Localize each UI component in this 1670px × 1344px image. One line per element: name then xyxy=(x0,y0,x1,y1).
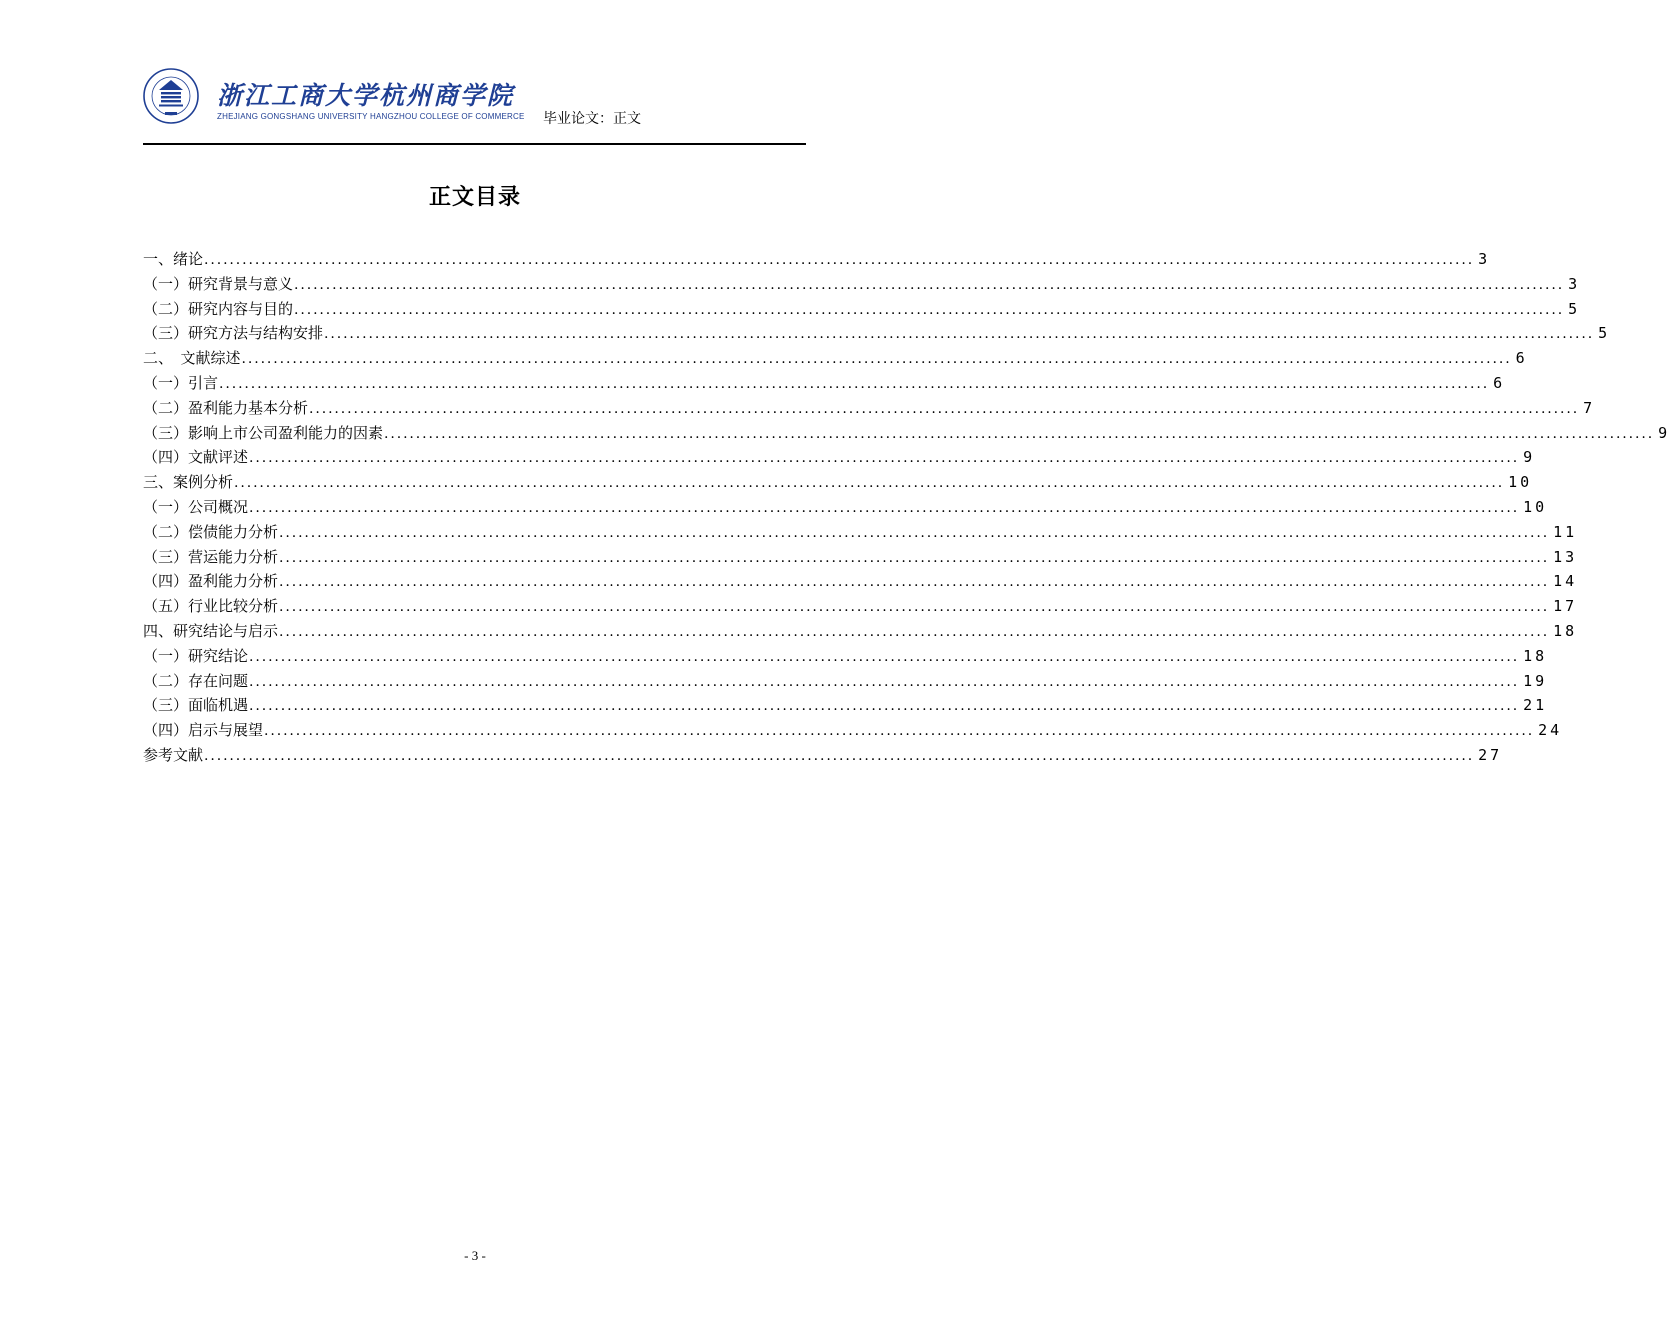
toc-entry-title: 参考文献 xyxy=(143,745,204,764)
university-seal-logo xyxy=(143,68,199,124)
toc-entry[interactable] xyxy=(143,669,1548,694)
toc-entry[interactable] xyxy=(143,371,1506,396)
toc-entry-title: （三）营运能力分析 xyxy=(143,547,279,566)
toc-entry[interactable] xyxy=(143,272,1581,297)
toc-entry-page: 21 xyxy=(1523,696,1548,715)
toc-entry-title: （五）行业比较分析 xyxy=(143,597,279,616)
toc-entry[interactable] xyxy=(143,321,1611,346)
toc-entry[interactable] xyxy=(143,297,1581,322)
toc-entry-page: 27 xyxy=(1478,745,1503,764)
toc-entry-page: 6 xyxy=(1493,373,1506,392)
toc-entry[interactable] xyxy=(143,495,1548,520)
toc-dot-leader: ........................................................................................................................................................................................................ xyxy=(324,326,1595,343)
toc-entry-page: 14 xyxy=(1553,572,1578,591)
university-logo-text xyxy=(217,82,525,121)
toc-entry-title: （一）引言 xyxy=(143,373,219,392)
toc-dot-leader: ........................................................................................................................................................................................................ xyxy=(279,599,1550,616)
toc-entry-page: 9 xyxy=(1658,423,1670,442)
toc-dot-leader: ........................................................................................................................................................................................................ xyxy=(249,698,1520,715)
toc-entry-title: （一）研究结论 xyxy=(143,646,249,665)
toc-dot-leader: ........................................................................................................................................................................................................ xyxy=(264,723,1535,740)
toc-entry-title: 四、研究结论与启示 xyxy=(143,621,279,640)
toc-entry-title: 二、 文献综述 xyxy=(143,349,241,368)
toc-dot-leader: ........................................................................................................................................................................................................ xyxy=(204,252,1475,268)
toc-entry[interactable] xyxy=(143,545,1578,570)
toc-entry-page: 6 xyxy=(1515,349,1528,368)
toc-entry-page: 10 xyxy=(1508,473,1533,492)
toc-dot-leader: ........................................................................................................................................................................................................ xyxy=(279,574,1550,591)
toc-entry-title: （二）研究内容与目的 xyxy=(143,299,294,318)
toc-entry-title: （四）盈利能力分析 xyxy=(143,572,279,591)
university-name-cn: 浙江工商大学杭州商学院 xyxy=(217,81,515,110)
toc-entry[interactable] xyxy=(143,520,1578,545)
toc-entry-page: 5 xyxy=(1568,299,1581,318)
page-title: 正文目录 xyxy=(428,185,521,210)
toc-entry-page: 13 xyxy=(1553,547,1578,566)
toc-entry[interactable] xyxy=(143,247,1491,272)
university-name-en: ZHEJIANG GONGSHANG UNIVERSITY HANGZHOU COLLEGE OF COMMERCE xyxy=(217,112,525,121)
toc-entry-page: 7 xyxy=(1583,398,1596,417)
table-of-contents xyxy=(143,247,1670,768)
toc-entry-title: （三）面临机遇 xyxy=(143,696,249,715)
toc-entry[interactable] xyxy=(143,346,1528,371)
toc-entry[interactable] xyxy=(143,421,1670,446)
toc-entry-title: （四）启示与展望 xyxy=(143,721,264,740)
toc-dot-leader: ........................................................................................................................................................................................................ xyxy=(241,351,1512,368)
toc-dot-leader: ........................................................................................................................................................................................................ xyxy=(234,475,1505,492)
toc-entry-title: （二）偿债能力分析 xyxy=(143,522,279,541)
toc-entry-title: （二）盈利能力基本分析 xyxy=(143,398,309,417)
toc-entry[interactable] xyxy=(143,619,1578,644)
toc-entry-title: （三）影响上市公司盈利能力的因素 xyxy=(143,423,384,442)
toc-entry-page: 19 xyxy=(1523,671,1548,690)
toc-entry-page: 3 xyxy=(1568,274,1581,293)
toc-entry-page: 17 xyxy=(1553,597,1578,616)
toc-dot-leader: ........................................................................................................................................................................................................ xyxy=(309,400,1580,417)
header-divider xyxy=(143,143,806,145)
toc-entry-page: 5 xyxy=(1598,324,1611,343)
toc-entry[interactable] xyxy=(143,445,1536,470)
toc-entry[interactable] xyxy=(143,470,1533,495)
toc-dot-leader: ........................................................................................................................................................................................................ xyxy=(279,524,1550,541)
toc-entry[interactable] xyxy=(143,743,1503,768)
toc-dot-leader: ........................................................................................................................................................................................................ xyxy=(249,499,1520,516)
page-header xyxy=(143,62,806,144)
toc-dot-leader: ........................................................................................................................................................................................................ xyxy=(204,747,1475,764)
toc-dot-leader: ........................................................................................................................................................................................................ xyxy=(249,673,1520,690)
toc-entry-page: 3 xyxy=(1478,250,1491,268)
toc-entry-title: （三）研究方法与结构安排 xyxy=(143,324,324,343)
toc-entry-page: 18 xyxy=(1553,621,1578,640)
toc-entry-page: 24 xyxy=(1538,721,1563,740)
toc-entry-page: 11 xyxy=(1553,522,1578,541)
page-number: - 3 - xyxy=(464,1248,486,1263)
toc-dot-leader: ........................................................................................................................................................................................................ xyxy=(384,425,1655,442)
toc-entry[interactable] xyxy=(143,693,1548,718)
toc-entry[interactable] xyxy=(143,569,1578,594)
toc-entry[interactable] xyxy=(143,718,1563,743)
toc-entry[interactable] xyxy=(143,396,1596,421)
toc-entry-title: 三、案例分析 xyxy=(143,473,234,492)
toc-dot-leader: ........................................................................................................................................................................................................ xyxy=(294,301,1565,318)
toc-dot-leader: ........................................................................................................................................................................................................ xyxy=(279,623,1550,640)
toc-entry[interactable] xyxy=(143,594,1578,619)
toc-dot-leader: ........................................................................................................................................................................................................ xyxy=(219,375,1490,392)
toc-entry-title: （四）文献评述 xyxy=(143,448,249,467)
toc-entry-page: 9 xyxy=(1523,448,1536,467)
toc-entry-page: 10 xyxy=(1523,497,1548,516)
toc-entry-title: （一）公司概况 xyxy=(143,497,249,516)
toc-entry-page: 18 xyxy=(1523,646,1548,665)
toc-dot-leader: ........................................................................................................................................................................................................ xyxy=(249,450,1520,467)
toc-dot-leader: ........................................................................................................................................................................................................ xyxy=(279,549,1550,566)
toc-entry-title: （二）存在问题 xyxy=(143,671,249,690)
toc-entry-title: （一）研究背景与意义 xyxy=(143,274,294,293)
toc-entry[interactable] xyxy=(143,644,1548,669)
toc-entry-title: 一、绪论 xyxy=(143,250,204,268)
toc-dot-leader: ........................................................................................................................................................................................................ xyxy=(249,648,1520,665)
toc-dot-leader: ........................................................................................................................................................................................................ xyxy=(294,276,1565,293)
header-section-label: 毕业论文：正文 xyxy=(543,111,641,127)
